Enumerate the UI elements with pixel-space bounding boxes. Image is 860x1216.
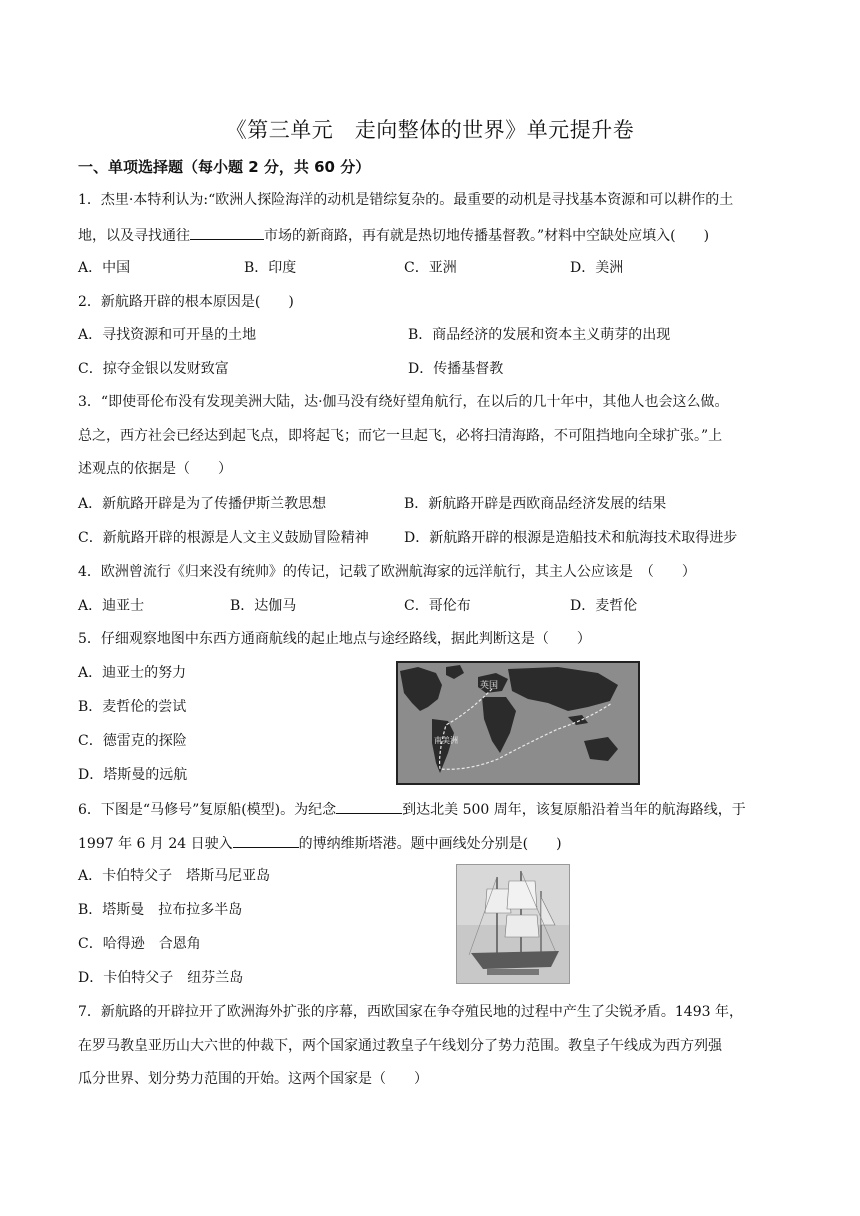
q6-blank-1 <box>336 799 402 814</box>
q6-stem-line1 <box>78 799 746 820</box>
q1-option-c: C．亚洲 <box>404 260 457 276</box>
q1-stem-line2 <box>78 225 709 246</box>
q6-option-b: B．塔斯曼 拉布拉多半岛 <box>78 902 243 918</box>
q5-stem: 5．仔细观察地图中东西方通商航线的起止地点与途经路线，据此判断这是（ ） <box>78 631 591 647</box>
q4-option-d: D．麦哲伦 <box>570 598 638 614</box>
map-label-bottom: 南美洲 <box>434 736 458 745</box>
q1-option-b: B．印度 <box>244 260 297 276</box>
q6-stem-text-a: 6．下图是“马修号”复原船(模型)。为纪念 <box>78 802 337 818</box>
q2-option-d: D．传播基督教 <box>408 361 504 377</box>
q7-stem-line1: 7．新航路的开辟拉开了欧洲海外扩张的序幕，西欧国家在争夺殖民地的过程中产生了尖锐矛盾。1493 年， <box>78 1004 743 1020</box>
q1-option-a: A．中国 <box>78 260 131 276</box>
q3-option-a: A．新航路开辟是为了传播伊斯兰教思想 <box>78 496 327 512</box>
q7-stem-line3: 瓜分世界、划分势力范围的开始。这两个国家是（ ） <box>78 1071 428 1087</box>
q2-option-b: B．商品经济的发展和资本主义萌芽的出现 <box>408 327 671 343</box>
map-label-top: 英国 <box>480 681 499 691</box>
q4-stem: 4．欧洲曾流行《归来没有统帅》的传记，记载了欧洲航海家的远洋航行，其主人公应该是 （ ） <box>78 564 696 580</box>
q6-stem-text-c: 1997 年 6 月 24 日驶入 <box>78 836 233 852</box>
q6-stem-line2 <box>78 833 562 854</box>
q6-stem-text-b: 到达北美 500 周年，该复原船沿着当年的航海路线，于 <box>402 802 746 818</box>
q7-stem-line2: 在罗马教皇亚历山大六世的仲裁下，两个国家通过教皇子午线划分了势力范围。教皇子午线成为西方列强 <box>78 1038 722 1054</box>
q6-option-c: C．哈得逊 合恩角 <box>78 936 201 952</box>
world-map-image <box>396 661 640 785</box>
q4-option-b: B．达伽马 <box>230 598 297 614</box>
q6-stem-text-d: 的博纳维斯塔港。题中画线处分别是( ) <box>298 836 562 852</box>
ship-model-image <box>456 864 570 984</box>
q1-blank <box>190 225 264 240</box>
q1-stem-text-b: 市场的新商路，再有就是热切地传播基督教。”材料中空缺处应填入( ) <box>264 228 710 244</box>
q3-stem-line1: 3．“即使哥伦布没有发现美洲大陆，达·伽马没有绕好望角航行，在以后的几十年中，其他人也会这么做。 <box>78 394 729 410</box>
ship-model-graphic <box>457 865 569 983</box>
q1-stem-text-a: 地，以及寻找通往 <box>78 228 190 244</box>
q5-option-b: B．麦哲伦的尝试 <box>78 699 187 715</box>
q6-blank-2 <box>233 833 299 848</box>
q1-stem-line1: 1．杰里·本特利认为:“欧洲人探险海洋的动机是错综复杂的。最重要的动机是寻找基本资源和可以耕作的土 <box>78 192 734 208</box>
q2-stem: 2．新航路开辟的根本原因是( ) <box>78 294 294 310</box>
q1-option-d: D．美洲 <box>570 260 624 276</box>
q5-option-c: C．德雷克的探险 <box>78 733 187 749</box>
q3-option-b: B．新航路开辟是西欧商品经济发展的结果 <box>404 496 667 512</box>
q2-option-a: A．寻找资源和可开垦的土地 <box>78 327 257 343</box>
q4-option-c: C．哥伦布 <box>404 598 471 614</box>
q5-option-a: A．迪亚士的努力 <box>78 665 187 681</box>
q6-option-a: A．卡伯特父子 塔斯马尼亚岛 <box>78 868 271 884</box>
page-title: 《第三单元 走向整体的世界》单元提升卷 <box>225 118 635 142</box>
q3-option-d: D．新航路开辟的根源是造船技术和航海技术取得进步 <box>404 530 738 546</box>
q6-option-d: D．卡伯特父子 纽芬兰岛 <box>78 970 244 986</box>
q2-option-c: C．掠夺金银以发财致富 <box>78 361 229 377</box>
q4-option-a: A．迪亚士 <box>78 598 145 614</box>
q3-option-c: C．新航路开辟的根源是人文主义鼓励冒险精神 <box>78 530 369 546</box>
q3-stem-line3: 述观点的依据是（ ） <box>78 461 232 477</box>
section-heading: 一、单项选择题（每小题 2 分，共 60 分） <box>78 158 371 176</box>
q3-stem-line2: 总之，西方社会已经达到起飞点，即将起飞；而它一旦起飞，必将扫清海路，不可阻挡地向全球扩张。”上 <box>78 428 723 444</box>
world-map-graphic <box>398 663 638 783</box>
q5-option-d: D．塔斯曼的远航 <box>78 767 188 783</box>
